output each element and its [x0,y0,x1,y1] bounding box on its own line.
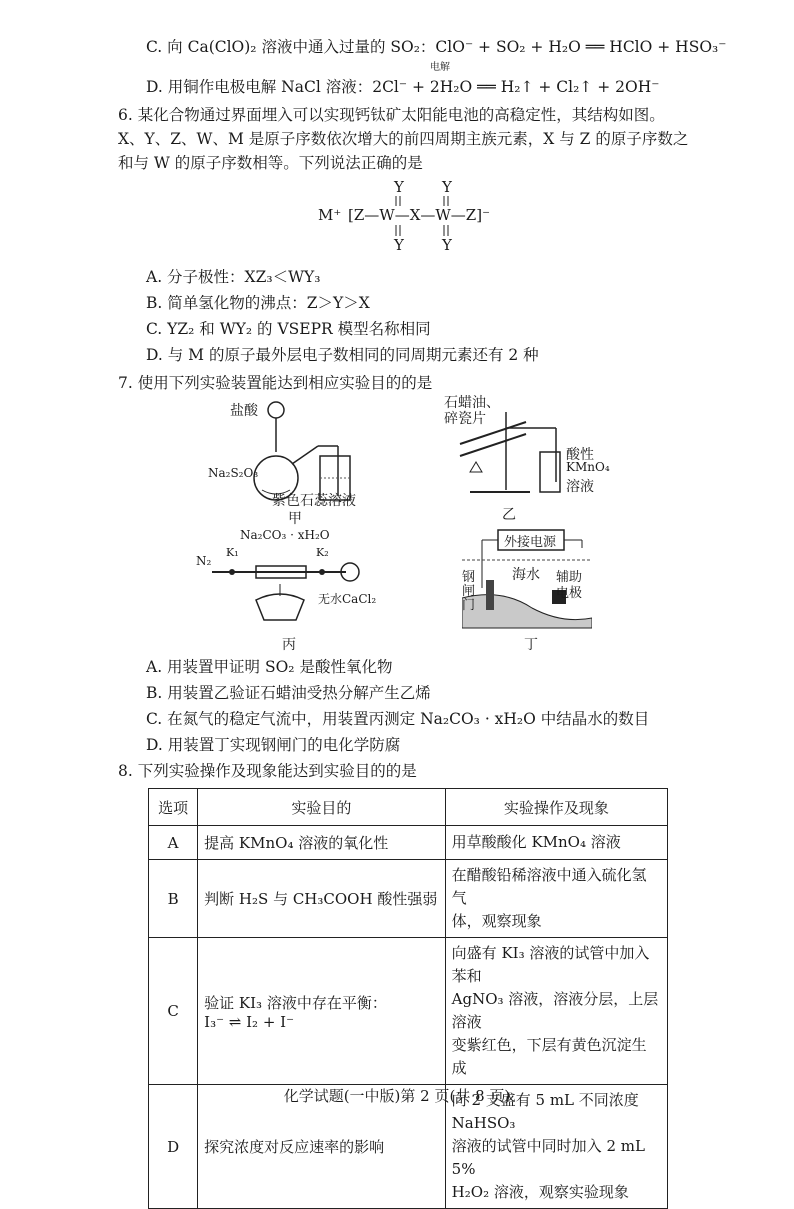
figure-bing [196,528,396,654]
yi-reagent-3: 溶液 [566,479,594,495]
bing-k2-label: K₂ [316,546,329,559]
q7-option-b: B. 用装置乙验证石蜡油受热分解产生乙烯 [146,684,431,702]
q7-stem: 7. 使用下列实验装置能达到相应实验目的的是 [118,374,433,392]
option-d-prev: D. 用铜作电极电解 NaCl 溶液：2Cl⁻ + 2H₂O ══ H₂↑ + Cl₂↑ + 2OH⁻ [146,78,660,96]
ding-water-label: 海水 [512,567,540,583]
row-option: B [149,860,198,938]
jia-acid-label: 盐酸 [230,403,258,419]
yi-fig-name: 乙 [502,507,516,523]
table-row [149,860,668,938]
q6-stem-line1: 6. 某化合物通过界面埋入可以实现钙钛矿太阳能电池的高稳定性，其结构如图。 [118,106,665,124]
header-option: 选项 [149,789,198,826]
q8-stem: 8. 下列实验操作及现象能达到实验目的的是 [118,762,417,780]
row-purpose: 提高 KMnO₄ 溶液的氧化性 [198,826,446,860]
q6-option-d: D. 与 M 的原子最外层电子数相同的同周期元素还有 2 种 [146,346,539,364]
header-operation: 实验操作及现象 [445,789,667,826]
row-operation: 向盛有 KI₃ 溶液的试管中加入苯和 AgNO₃ 溶液，溶液分层，上层溶液 变紫红色，下层有黄色沉淀生成 [445,938,667,1085]
q6-stem-line3: 和与 W 的原子序数相等。下列说法正确的是 [118,154,423,172]
ding-gate-3: 门 [462,598,476,613]
bing-sample-label: Na₂CO₃ · xH₂O [240,528,330,542]
row-purpose: 探究浓度对反应速率的影响 [198,1085,446,1209]
jia-solid-label: Na₂S₂O₃ [208,466,259,480]
structure-bottom-left: Y [394,236,404,254]
structure-main-chain: [Z—W—X—W—Z]⁻ [348,206,490,224]
structure-cation: M⁺ [318,206,342,224]
ding-power-label: 外接电源 [504,535,557,550]
ding-gate-1: 钢 [462,570,476,585]
bing-drier-label: 无水CaCl₂ [318,592,377,606]
row-operation: 用草酸酸化 KMnO₄ 溶液 [445,826,667,860]
q7-option-c: C. 在氮气的稳定气流中，用装置丙测定 Na₂CO₃ · xH₂O 中结晶水的数目 [146,710,650,728]
q6-structure [318,178,508,254]
structure-bottom-right: Y [442,236,452,254]
row-option: C [149,938,198,1085]
q7-option-d: D. 用装置丁实现钢闸门的电化学防腐 [146,736,401,754]
q6-option-b: B. 简单氢化物的沸点：Z＞Y＞X [146,294,370,312]
row-operation: 向 2 支盛有 5 mL 不同浓度 NaHSO₃ 溶液的试管中同时加入 2 mL 5% H₂O₂ 溶液，观察实验现象 [445,1085,667,1209]
yi-reagent-2: KMnO₄ [566,460,610,474]
figure-jia [200,392,400,527]
table-row [149,826,668,860]
yi-reagent-1: 酸性 [566,447,594,463]
ding-aux-2: 电极 [556,586,583,601]
row-purpose: 验证 KI₃ 溶液中存在平衡： I₃⁻ ⇌ I₂ + I⁻ [198,938,446,1085]
row-purpose: 判断 H₂S 与 CH₃COOH 酸性强弱 [198,860,446,938]
row-option: A [149,826,198,860]
bing-k1-label: K₁ [226,546,239,559]
jia-liquid-label: 紫色石蕊溶液 [272,493,356,509]
q8-table [148,788,668,1209]
table-row [149,938,668,1085]
q7-option-a: A. 用装置甲证明 SO₂ 是酸性氧化物 [146,658,393,676]
ding-gate-2: 闸 [462,584,476,599]
bing-gas-label: N₂ [196,554,212,568]
q6-option-a: A. 分子极性：XZ₃＜WY₃ [146,268,321,286]
q6-option-c: C. YZ₂ 和 WY₂ 的 VSEPR 模型名称相同 [146,320,431,338]
header-purpose: 实验目的 [198,789,446,826]
yi-label-2: 碎瓷片 [444,411,486,427]
option-c-prev: C. 向 Ca(ClO)₂ 溶液中通入过量的 SO₂：ClO⁻ + SO₂ + H₂O ══ HClO + HSO₃⁻ [146,38,727,56]
figure-ding [462,528,592,654]
yi-label-1: 石蜡油、 [444,395,500,411]
page-footer: 化学试题(一中版)第 2 页(共 8 页) [283,1087,511,1105]
q6-stem-line2: X、Y、Z、W、M 是原子序数依次增大的前四周期主族元素，X 与 Z 的原子序数之 [118,130,689,148]
ding-aux-1: 辅助 [556,570,583,585]
structure-top-left: Y [394,178,404,196]
jia-fig-name: 甲 [288,511,302,527]
row-operation: 在醋酸铅稀溶液中通入硫化氢气 体，观察现象 [445,860,667,938]
structure-top-right: Y [442,178,452,196]
bing-fig-name: 丙 [282,637,296,653]
row-option: D [149,1085,198,1209]
figure-yi [440,392,620,522]
electrolysis-condition: 电解 [430,62,450,73]
structure-bonds [318,178,508,254]
table-header-row [149,789,668,826]
ding-fig-name: 丁 [524,637,538,653]
